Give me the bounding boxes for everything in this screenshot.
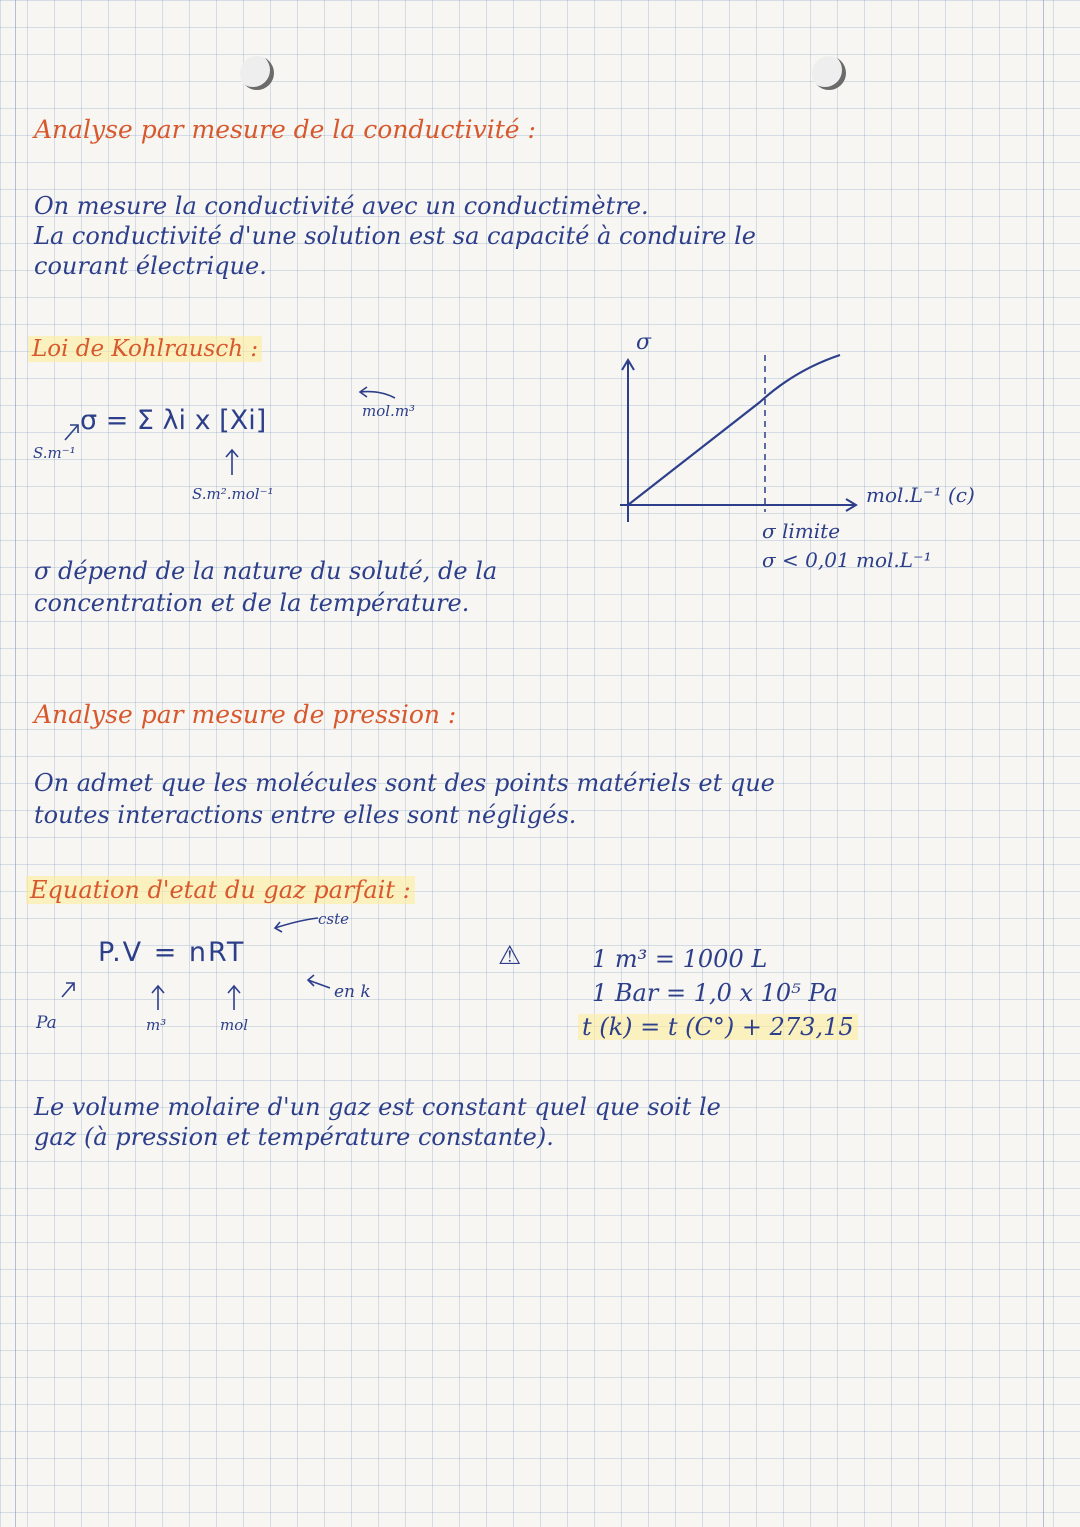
ideal-gas-formula: P.V = nRT xyxy=(98,937,246,968)
gas-note-enk: en k xyxy=(334,982,371,1002)
unit-lambda: S.m².mol⁻¹ xyxy=(192,485,274,503)
kohlrausch-formula: σ = Σ λi x [Xi] xyxy=(80,405,267,436)
unit-concentration: mol.m³ xyxy=(362,402,416,420)
graph-limit-label: σ limite xyxy=(762,519,841,543)
law-note-line-2: concentration et de la température. xyxy=(34,589,470,617)
conversion-temperature: t (k) = t (C°) + 273,15 xyxy=(578,1014,858,1040)
warning-icon: ⚠ xyxy=(498,941,522,971)
law-note-line-1: σ dépend de la nature du soluté, de la xyxy=(34,557,498,585)
section1-line-2: La conductivité d'une solution est sa capacité à conduire le xyxy=(34,222,757,250)
unit-volume: m³ xyxy=(146,1016,167,1034)
conclusion-line-1: Le volume molaire d'un gaz est constant quel que soit le xyxy=(34,1093,721,1121)
gas-note-cste: cste xyxy=(318,910,350,928)
unit-moles: mol xyxy=(220,1016,249,1034)
conclusion-line-2: gaz (à pression et température constante). xyxy=(34,1123,554,1151)
section2-title: Analyse par mesure de pression : xyxy=(34,700,457,729)
graph-y-label: σ xyxy=(636,330,652,355)
section1-line-3: courant électrique. xyxy=(34,252,267,280)
section1-title: Analyse par mesure de la conductivité : xyxy=(34,115,536,144)
conversion-volume: 1 m³ = 1000 L xyxy=(592,945,768,973)
conversion-pressure: 1 Bar = 1,0 x 10⁵ Pa xyxy=(592,979,838,1007)
section2-line-2: toutes interactions entre elles sont négligés. xyxy=(34,801,577,829)
gas-title: Equation d'etat du gaz parfait : xyxy=(26,876,415,904)
unit-pressure: Pa xyxy=(36,1013,57,1033)
unit-sigma: S.m⁻¹ xyxy=(33,444,76,462)
law-title: Loi de Kohlrausch : xyxy=(28,336,262,362)
graph-x-label: mol.L⁻¹ (c) xyxy=(866,483,975,507)
section1-line-1: On mesure la conductivité avec un conductimètre. xyxy=(34,192,649,220)
section2-line-1: On admet que les molécules sont des points matériels et que xyxy=(34,769,775,797)
graph-limit-condition: σ < 0,01 mol.L⁻¹ xyxy=(762,548,932,572)
